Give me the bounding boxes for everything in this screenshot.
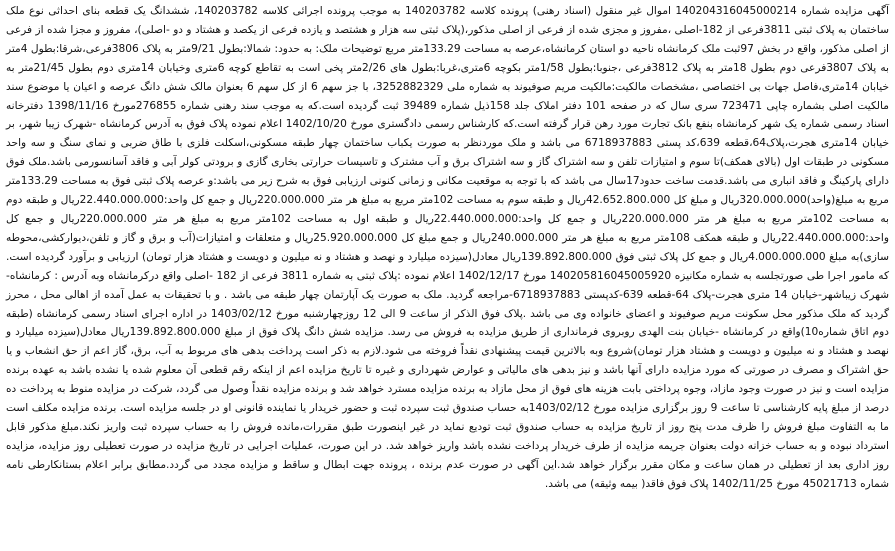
notice-body: آگهی مزایده شماره 140204316045000214 اموال غیر منقول (اسناد رهنی) پرونده کلاسه 140203782 به موجب پرونده اجرائی کلاسه 140203782، ششدانگ یک قطعه بنای احداثی نوع ملک ساختمان به پلاک ثبتی 3811فرعی از 182-اصلی ،مفروز و مجزی شده از فرعی از اصلی مذکور،(پلاک ثبتی سه هزار و هشتصد و یازده فرعی از یکصد و هشتاد و دو -اصلی)، مفروز و مجزا شده از فرعی از اصلی مذکور، واقع در بخش 97ثبت ملک کرمانشاه ناحیه دو استان کرمانشاه،عرصه به مساحت 133.29متر مربع توضیحات ملک: به حدود: شمالا:بطول 9/21متر به پلاک 3806فرعی،شرقا:بطول 4متر به پلاک 3807فرعی دوم بطول 18متر به پلاک 3812فرعی ،جنوبا:بطول 1/58متر بکوچه 6متری،غربا:بطول های 2/26متر پخی است به تقاطع کوچه 6متری وخیابان 14متری دوم بطول 21/45متر به خیابان 14متری،فاصل جهات بی اختصاصی ،مشخصات مالکیت:مالکیت مریم صوفیوند به شماره ملی 3252882329، با جز سهم 6 از کل سهم 6 بعنوان مالک شش دانگ عرصه و اعیان یا موضوع سند مالکیت اصلی بشماره چاپی 723471 سری سال که در صفحه 101 دفتر املاک جلد 158ذیل شماره 39489 ثبت گردیده است.که به موجب سند رهنی شماره 276855مورخ 1398/11/16 دفترخانه اسناد رسمی شماره یک شهر کرمانشاه بنفع بانک تجارت مورد رهن قرار گرفته است.که کارشناس رسمی دادگستری مورخ 1402/10/20 اعلام نموده پلاک فوق به آدرس کرمانشاه -شهرک زیبا شهر، بر خیابان 14متری هجرت،پلاک64،قطعه 639،کد پستی 6718937883 می باشد و ملک موردنظر به صورت یکباب ساختمان چهار طبقه مسکونی،اسکلت فلزی با طاق ضربی و نمای سنگ و سه واحد مسکونی در طبقات اول (بالای همکف)تا سوم و امتیازات تلفن و سه اشتراک گاز و سه اشتراک برق و آب مشترک و تاسیسات حرارتی بخاری گازی و برودتی کولر آبی و فاقد آسانسورمی باشد.ملک فوق دارای پارکینگ و فاقد انباری می باشد.قدمت ساخت حدود17سال می باشد که با توجه به موقعیت مکانی و زمانی کنونی ارزیابی فوق به شرح زیر می باشد:و عرصه پلاک ثبتی فوق به مساحت 133.29متر مربع به مبلغ(واحد)320.000.000ریال و مبلغ کل 42.652.800.000ریال و طبقه سوم به مساحت 102متر مربع به مبلغ هر متر 220.000.000ریال و جمع کل واحد:22.440.000.000ریال و طبقه دوم به مساحت 102متر مربع به مبلغ هر متر 220.000.000ریال و جمع کل واحد:22.440.000.000ریال و طبقه اول به مساحت 102متر مربع به مبلغ هر متر 220.000.000ریال و جمع کل واحد:22.440.000.000ریال و طبقه همکف 108متر مربع به مبلغ هر متر 240.000.000ریال و جمع مبلغ کل 25.920.000.000ریال و متعلقات و امتیازات(آب و برق و گاز و تلفن،دیوارکشی،محوطه سازی)به مبلغ 4.000.000.000ریال و جمع کل پلاک ثبتی فوق 139.892.800.000ریال معادل(سیزده میلیارد و نهصد و هشتاد و نه میلیون و دویست و هشتاد هزار تومان) ارزیابی و برآورد گردیده است. که مامور اجرا طی صورتجلسه به شماره مکانیزه 140205816045005920 مورخ 1402/12/17 اعلام نموده :پلاک ثبتی به شماره 3811 فرعی از 182 -اصلی واقع درکرمانشاه وبه آدرس : کرمانشاه-شهرک زیباشهر-خیابان 14 متری هجرت-پلاک 64-قطعه 639-کدپستی 6718937883-مراجعه گردید. ملک به صورت یک آپارتمان چهار طبقه می باشد . و با تحقیقات به عمل آمده از اهالی محل ، محرز گردید که ملک مذکور محل سکونت مریم صوفیوند و اعضای خانواده وی می باشد .پلاک فوق الذکر از ساعت 9 الی 12 روزچهارشنبه مورخ 1403/02/12 در اداره اجرای اسناد رسمی کرمانشاه (طبقه دوم اتاق شماره10)واقع در کرمانشاه -خیابان بنت الهدی روبروی فرمانداری از طریق مزایده به فروش می رسد. مزایده شش دانگ پلاک فوق از مبلغ 139.892.800.000ریال معادل(سیزده میلیارد و نهصد و هشتاد و نه میلیون و دویست و هشتاد هزار تومان)شروع وبه بالاترین قیمت پیشنهادی نقداً فروخته می شود.لازم به ذکر است پرداخت بدهی های مربوط به آب، برق، گاز اعم از حق انشعاب و یا حق اشتراک و مصرف در صورتی که مورد مزایده دارای آنها باشد و نیز بدهی های مالیاتی و عوارض شهرداری و غیره تا تاریخ مزایده اعم از اینکه رقم قطعی آن معلوم شده یا نشده باشد به عهده برنده مزایده است و نیز در صورت وجود مازاد، وجوه پرداختی بابت هزینه های فوق از محل مازاد به برنده مزایده مسترد خواهد شد و برنده مزایده نقداً وصول می گردد، شرکت در مزایده منوط به پرداخت ده درصد از مبلغ پایه کارشناسی تا ساعت 9 روز برگزاری مزایده مورخ 1403/02/12به حساب صندوق ثبت سپرده ثبت و حضور خریدار یا نماینده قانونی او در جلسه مزایده است. برنده مزایده مکلف است ما به التفاوت مبلغ فروش را ظرف مدت پنج روز از تاریخ مزایده به حساب صندوق ثبت تودیع نماید در غیر اینصورت طبق مقررات،مانده فروش را به حساب سپرده ثبت واریز نکند.مبلغ مذکور قابل استرداد نبوده و به حساب خزانه دولت بعنوان جریمه مزایده از طرف خریدار پرداخت نشده باشد واریز خواهد شد. در این صورت، عملیات اجرایی در تاریخ مزایده در صورت تعطیلی روز مزایده، مزایده روز اداری بعد از تعطیلی در همان ساعت و مکان مقرر برگزار خواهد شد.این آگهی در صورت عدم برنده ، پرونده جهت ابطال و ساقط و مزایده مجدد می گردد.مطابق برابر اعلام بستانکارطی نامه شماره 45021713 مورخ 1402/11/25 پلاک فوق فاقد( بیمه وثیقه) می باشد. [6, 5, 890, 490]
